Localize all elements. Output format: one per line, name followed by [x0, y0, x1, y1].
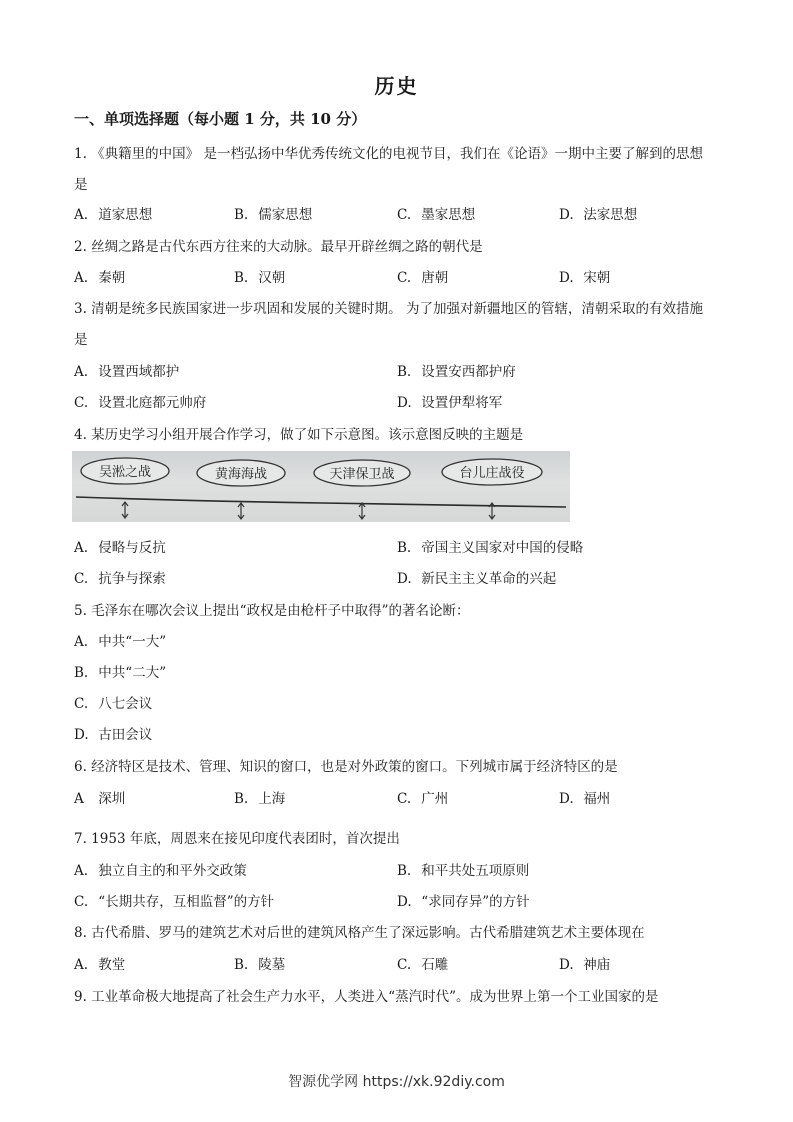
question-5-text: 5. 毛泽东在哪次会议上提出“政权是由枪杆子中取得”的著名论断：	[74, 603, 470, 619]
page-title: 历史	[374, 74, 419, 98]
question-6-option-d: D. 福州	[559, 791, 611, 807]
svg-text:台儿庄战役: 台儿庄战役	[459, 466, 525, 481]
question-1-option-a: A. 道家思想	[74, 207, 153, 223]
question-5-option-d: D. 古田会议	[74, 727, 153, 743]
question-4-option-d: D. 新民主主义革命的兴起	[397, 571, 557, 587]
section-heading: 一、单项选择题（每小题 1 分，共 10 分）	[74, 110, 367, 128]
question-7-option-b: B. 和平共处五项原则	[397, 863, 530, 879]
diagram-node-1	[81, 458, 169, 518]
question-4-option-a: A. 侵略与反抗	[74, 540, 166, 556]
question-7-option-c: C. “长期共存，互相监督”的方针	[74, 894, 275, 910]
diagram-node-4	[442, 459, 542, 519]
question-3-option-c: C. 设置北庭都元帅府	[74, 395, 207, 411]
question-6-option-c: C. 广州	[397, 791, 449, 807]
question-8-option-a: A. 教堂	[74, 957, 126, 973]
question-8-option-b: B. 陵墓	[234, 957, 286, 973]
question-7-text: 7. 1953 年底，周恩来在接见印度代表团时，首次提出	[74, 831, 400, 847]
question-4-option-b: B. 帝国主义国家对中国的侵略	[397, 540, 584, 556]
question-1-option-b: B. 儒家思想	[234, 207, 313, 223]
question-2-option-a: A. 秦朝	[74, 270, 126, 286]
question-2-option-b: B. 汉朝	[234, 270, 286, 286]
question-8-text: 8. 古代希腊、罗马的建筑艺术对后世的建筑风格产生了深远影响。古代希腊建筑艺术主要体现在	[74, 925, 645, 941]
question-5-option-c: C. 八七会议	[74, 696, 153, 712]
question-4-option-c: C. 抗争与探索	[74, 571, 166, 587]
question-1-option-c: C. 墨家思想	[397, 207, 476, 223]
diagram-node-2	[197, 460, 285, 519]
question-1-text-cont: 是	[74, 177, 88, 193]
question-3-option-a: A. 设置西域都护	[74, 364, 180, 380]
question-8-option-c: C. 石雕	[397, 957, 449, 973]
question-3-text: 3. 清朝是统多民族国家进一步巩固和发展的关键时期。 为了加强对新疆地区的管辖，清朝采取的有效措施	[74, 301, 703, 317]
question-7-option-d: D. “求同存异”的方针	[397, 894, 530, 910]
question-5-option-b: B. 中共“二大”	[74, 665, 167, 681]
question-6-option-b: B. 上海	[234, 791, 286, 807]
svg-text:吴淞之战: 吴淞之战	[98, 465, 152, 480]
question-7-option-a: A. 独立自主的和平外交政策	[74, 863, 247, 879]
question-1-option-d: D. 法家思想	[559, 207, 638, 223]
footer-watermark: 智源优学网 https://xk.92diy.com	[288, 1074, 505, 1090]
question-3-option-d: D. 设置伊犁将军	[397, 395, 503, 411]
question-3-text-cont: 是	[74, 332, 88, 348]
svg-text:天津保卫战: 天津保卫战	[329, 467, 395, 482]
question-5-option-a: A. 中共“一大”	[74, 634, 167, 650]
question-9-text: 9. 工业革命极大地提高了社会生产力水平，人类进入“蒸汽时代”。成为世界上第一个工业国家的是	[74, 989, 659, 1005]
question-4-text: 4. 某历史学习小组开展合作学习，做了如下示意图。该示意图反映的主题是	[74, 427, 524, 443]
question-1-text: 1. 《典籍里的中国》 是一档弘扬中华优秀传统文化的电视节目，我们在《论语》一期中主要了解到的思想	[74, 146, 703, 162]
question-6-option-a: A 深圳	[74, 791, 126, 807]
battle-timeline-diagram	[72, 451, 570, 522]
question-8-option-d: D. 神庙	[559, 957, 611, 973]
question-2-option-d: D. 宋朝	[559, 270, 611, 286]
svg-text:黄海海战: 黄海海战	[214, 467, 268, 482]
question-2-option-c: C. 唐朝	[397, 270, 449, 286]
diagram-node-3	[314, 460, 410, 519]
question-6-text: 6. 经济特区是技术、管理、知识的窗口，也是对外政策的窗口。下列城市属于经济特区的是	[74, 759, 618, 775]
question-3-option-b: B. 设置安西都护府	[397, 364, 516, 380]
question-2-text: 2. 丝绸之路是古代东西方往来的大动脉。最早开辟丝绸之路的朝代是	[74, 239, 483, 255]
